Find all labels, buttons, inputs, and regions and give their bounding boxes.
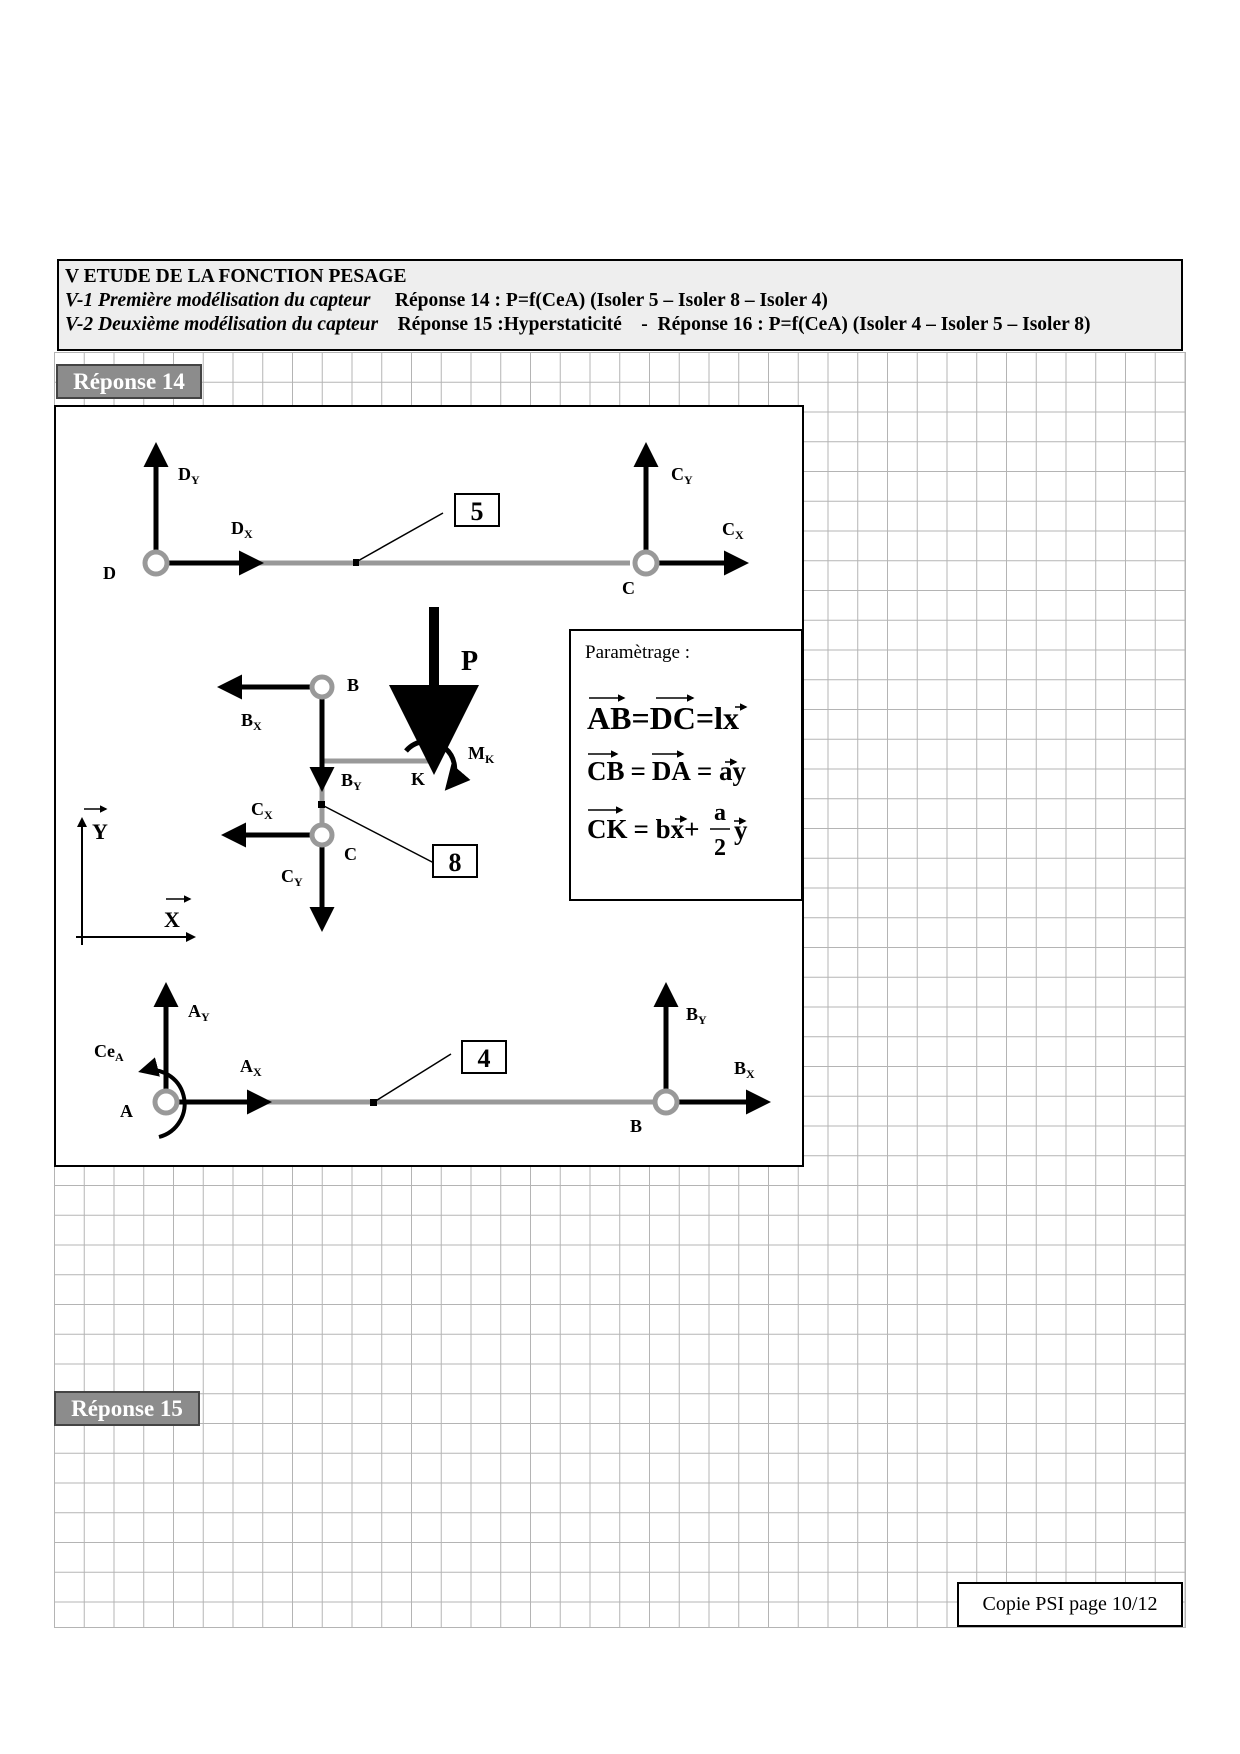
section-header [57,259,1183,351]
part-5-diagram [103,447,744,598]
subsection-v2 [65,313,1175,337]
point-d-label: D [103,563,116,583]
label-ay: $A_Y$ [188,1001,210,1024]
section-title: V ETUDE DE LA FONCTION PESAGE [65,266,407,287]
label-4-bx: $B_X$ [734,1058,755,1081]
subsection-v2-title: V-2 Deuxième modélisation du capteur [65,314,379,335]
subsection-v2-reponse: Réponse 15 :Hyperstaticité - Réponse 16 : P=f(CeA) (Isoler 4 – Isoler 5 – Isoler 8) [397,314,1091,335]
reference-axes [76,809,194,945]
equation-2 [587,754,747,786]
leader-line-5 [356,513,443,562]
eq2-text: CB = DA = ay [587,756,747,786]
subsection-v1-reponse: Réponse 14 : P=f(CeA) (Isoler 5 – Isoler 8 – Isoler 4) [394,290,828,311]
part-5-label: 5 [470,497,484,526]
x-axis-label: X [164,907,180,932]
figure-reponse-14 [54,405,804,1167]
parametrage-box [570,630,802,900]
subsection-v1-title: V-1 Première modélisation du capteur [65,290,371,311]
point-b-4-label: B [630,1116,643,1136]
point-b-label: B [347,675,360,695]
eq3-unit2: y [734,815,748,845]
reponse-15-label: Réponse 15 [54,1391,200,1426]
pivot-b-8 [312,677,332,697]
label-8-cy: $C_Y$ [281,866,303,889]
equation-1 [587,698,746,736]
label-cy: $C_Y$ [671,464,693,487]
eq3-numerator: a [714,800,726,826]
pivot-c [635,552,657,574]
point-a-label: A [120,1101,133,1121]
force-p-label: P [461,646,479,677]
eq3-denominator: 2 [714,835,726,861]
label-bx: $B_X$ [241,710,262,733]
label-by: $B_Y$ [341,770,362,793]
label-dy: $D_Y$ [178,464,200,487]
label-4-by: $B_Y$ [686,1004,707,1027]
label-cx: $C_X$ [722,519,744,542]
pivot-a [155,1091,177,1113]
part-4-label: 4 [477,1044,491,1073]
leader-line-4 [374,1054,451,1102]
parametrage-title: Paramètrage : [585,642,690,663]
label-cea: $Ce_A$ [94,1041,124,1064]
part-8-diagram [222,607,495,927]
label-dx: $D_X$ [231,518,253,541]
eq3-lhs: CK = bx+ [587,814,700,844]
y-axis-label: Y [92,819,108,844]
pivot-d [145,552,167,574]
reponse-14-label: Réponse 14 [56,364,202,399]
pivot-b-4 [655,1091,677,1113]
leader-dot-8 [318,801,325,808]
label-ax: $A_X$ [240,1056,262,1079]
label-mk: $M_K$ [468,743,495,766]
page-footer: Copie PSI page 10/12 [957,1582,1183,1627]
leader-line-8 [322,805,434,863]
eq1-text: AB=DC=lx [587,700,740,736]
part-8-label: 8 [448,848,462,877]
subsection-v1 [65,289,1175,313]
free-body-diagrams [56,407,806,1169]
pivot-c-8 [312,825,332,845]
part-4-diagram [94,987,766,1137]
point-c-label: C [622,578,635,598]
point-k-label: K [411,769,426,789]
label-8-cx: $C_X$ [251,799,273,822]
point-c-8-label: C [344,844,357,864]
